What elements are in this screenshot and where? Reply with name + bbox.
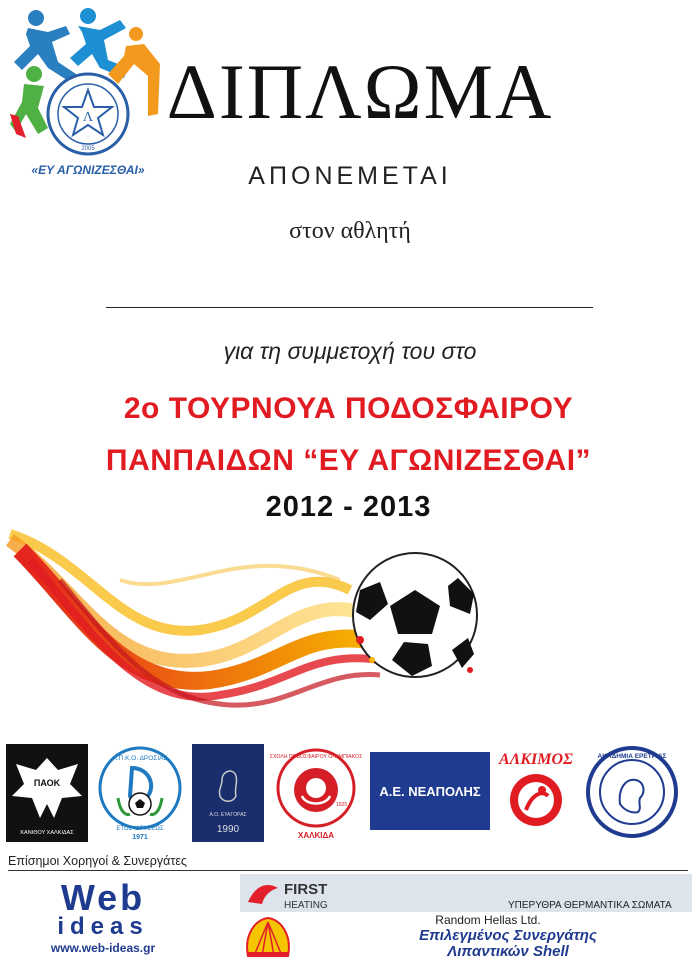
svg-text:ΣΧΟΛΗ ΠΟΔΟΣΦΑΙΡΟΥ ΟΛΥΜΠΙΑΚΟΣ: ΣΧΟΛΗ ΠΟΔΟΣΦΑΙΡΟΥ ΟΛΥΜΠΙΑΚΟΣ: [270, 754, 362, 760]
svg-text:ΑΚΑΔΗΜΙΑ ΕΡΕΤΡΙΑΣ: ΑΚΑΔΗΜΙΑ ΕΡΕΤΡΙΑΣ: [597, 753, 667, 760]
webideas-sponsor-logo: [8, 876, 198, 956]
svg-text:ΕΤΟΣ ΙΔΡΥΣΕΩΣ: ΕΤΟΣ ΙΔΡΥΣΕΩΣ: [116, 826, 164, 832]
shell-sponsor-banner: [238, 912, 692, 958]
svg-text:1925: 1925: [336, 802, 348, 808]
logo-motto: «ΕΥ ΑΓΩΝΙΖΕΣΘΑΙ»: [31, 163, 145, 177]
season-years: 2012 - 2013: [265, 491, 432, 523]
svg-text:Α.Ο. ΕΥΑΓΟΡΑΣ: Α.Ο. ΕΥΑΓΟΡΑΣ: [209, 812, 247, 818]
svg-text:ΧΑΛΚΙΔΑ: ΧΑΛΚΙΔΑ: [298, 831, 334, 840]
svg-text:Λ: Λ: [82, 110, 94, 125]
svg-text:Α.Π.Κ.Ο. ΔΡΟΣΙΑΣ: Α.Π.Κ.Ο. ΔΡΟΣΙΑΣ: [112, 755, 168, 762]
svg-text:2005: 2005: [81, 146, 95, 152]
svg-text:www.web-ideas.gr: www.web-ideas.gr: [50, 941, 156, 955]
decorative-swoosh-football: [0, 520, 697, 720]
svg-text:Λιπαντικών Shell: Λιπαντικών Shell: [447, 943, 569, 958]
svg-text:ΑΛΚΙΜΟΣ: ΑΛΚΙΜΟΣ: [499, 751, 573, 768]
svg-text:ΚΑΝΙΘΟΥ ΧΑΛΚΙΔΑΣ: ΚΑΝΙΘΟΥ ΧΑΛΚΙΔΑΣ: [20, 830, 74, 836]
svg-text:Random Hellas Ltd.: Random Hellas Ltd.: [435, 913, 541, 927]
olympiakos-school-logo: [270, 744, 362, 842]
droseia-logo: [96, 744, 184, 842]
eretria-academy-logo: [584, 744, 680, 842]
alkimos-logo: [492, 744, 580, 842]
athlete-label: στον αθλητή: [289, 218, 411, 244]
evagoras-logo: [192, 744, 264, 842]
neapolis-logo: [370, 752, 490, 830]
sponsors-label: Επίσημοι Χορηγοί & Συνεργάτες: [8, 854, 187, 868]
svg-text:Επιλεγμένος Συνεργάτης: Επιλεγμένος Συνεργάτης: [419, 927, 597, 944]
svg-text:1971: 1971: [132, 834, 148, 841]
diploma-title: ΔΙΠΛΩΜΑ: [166, 48, 554, 135]
firstheating-sponsor-banner: [240, 874, 692, 914]
svg-text:Web: Web: [60, 877, 146, 918]
svg-text:HEATING: HEATING: [284, 900, 328, 911]
athlete-name-line: [106, 307, 593, 308]
svg-text:1990: 1990: [216, 824, 240, 835]
svg-text:ΠΑΟΚ: ΠΑΟΚ: [33, 778, 61, 788]
association-logo: [8, 4, 168, 184]
svg-text:ideas: ideas: [57, 913, 149, 940]
tournament-title-line1: 2ο ΤΟΥΡΝΟΥΑ ΠΟΔΟΣΦΑΙΡΟΥ: [123, 392, 574, 425]
svg-text:FIRST: FIRST: [284, 881, 328, 898]
svg-text:Α.Ε. ΝΕΑΠΟΛΗΣ: Α.Ε. ΝΕΑΠΟΛΗΣ: [379, 784, 481, 799]
tournament-title-line2: ΠΑΝΠΑΙΔΩΝ “ΕΥ ΑΓΩΝΙΖΕΣΘΑΙ”: [105, 444, 592, 477]
participation-text: για τη συμμετοχή του στο: [223, 338, 477, 364]
paok-logo: [6, 744, 88, 842]
awarded-label: ΑΠΟΝΕΜΕΤΑΙ: [248, 162, 452, 190]
sponsors-divider: [8, 870, 688, 871]
svg-text:ΥΠΕΡΥΘΡΑ ΘΕΡΜΑΝΤΙΚΑ ΣΩΜΑΤΑ: ΥΠΕΡΥΘΡΑ ΘΕΡΜΑΝΤΙΚΑ ΣΩΜΑΤΑ: [508, 900, 672, 911]
